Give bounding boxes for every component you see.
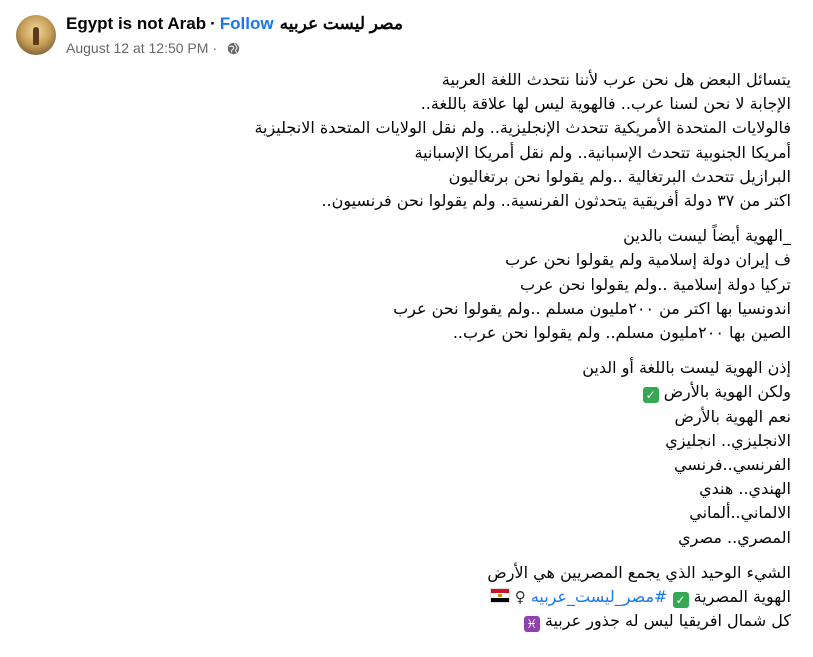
post-body: [71, 68, 791, 644]
globe-icon[interactable]: [227, 42, 240, 55]
text-line: المصري.. مصري: [678, 527, 791, 547]
text-line: الالماني..ألماني: [689, 503, 791, 523]
text-fragment: ولكن الهوية بالأرض: [663, 382, 791, 402]
paragraph-religion: [71, 224, 791, 345]
post-timestamp[interactable]: August 12 at 12:50 PM: [66, 40, 209, 56]
text-line: الهندي.. هندي: [699, 479, 791, 499]
post-header: [16, 13, 403, 63]
identity-line: [71, 585, 791, 609]
text-line: أمريكا الجنوبية تتحدث الإسبانية.. ولم نقل أمريكا الإسبانية: [414, 142, 791, 162]
paragraph-land: [71, 356, 791, 550]
text-line: نعم الهوية بالأرض: [674, 406, 791, 426]
female-sign-icon: ♀: [514, 588, 526, 607]
text-line: _الهوية أيضاً ليست بالدين: [623, 226, 791, 246]
paragraph-language: [71, 68, 791, 213]
text-fragment: الهوية المصرية: [693, 587, 791, 607]
text-line-with-pisces: [71, 609, 791, 633]
follow-button[interactable]: Follow: [219, 14, 274, 33]
group-name-link[interactable]: مصر ليست عربيه: [279, 14, 403, 33]
post-meta: [66, 13, 403, 57]
header-title-line: [66, 13, 403, 35]
text-line: تركيا دولة إسلامية ..ولم يقولوا نحن عرب: [519, 274, 791, 294]
text-line: الانجليزي.. انجليزي: [665, 430, 791, 450]
text-line: الإجابة لا نحن لسنا عرب.. فالهوية ليس لها علاقة باللغة..: [420, 94, 791, 114]
text-line: الصين بها ٢٠٠مليون مسلم.. ولم يقولوا نحن عرب..: [452, 323, 791, 343]
text-line: الفرنسي..فرنسي: [673, 455, 791, 475]
text-line: يتسائل البعض هل نحن عرب لأننا نتحدث اللغة العربية: [441, 70, 791, 89]
text-line: اكتر من ٣٧ دولة أفريقية يتحدثون الفرنسية.. ولم يقولوا نحن فرنسيون..: [321, 191, 791, 211]
timestamp-separator: ·: [212, 40, 218, 56]
page-name-link[interactable]: Egypt is not Arab: [66, 14, 207, 33]
text-line: فالولايات المتحدة الأمريكية تتحدث الإنجليزية.. ولم نقل الولايات المتحدة الانجليزية: [254, 118, 791, 138]
text-fragment: كل شمال افريقيا ليس له جذور عربية: [544, 611, 791, 631]
paragraph-conclusion: [71, 561, 791, 634]
text-line: البرازيل تتحدث البرتغالية ..ولم يقولوا نحن برتغاليون: [448, 166, 791, 186]
text-line: الشيء الوحيد الذي يجمع المصريين هي الأرض: [487, 562, 791, 582]
hashtag-link[interactable]: #مصر_ليست_عربيه: [530, 587, 668, 607]
check-mark-icon: ✓: [673, 592, 689, 608]
text-line: اندونسيا بها اكتر من ٢٠٠مليون مسلم ..ولم يقولوا نحن عرب: [393, 298, 791, 318]
text-line: ف إيران دولة إسلامية ولم يقولوا نحن عرب: [505, 250, 791, 270]
separator-dot: ·: [210, 14, 216, 33]
text-line: إذن الهوية ليست باللغة أو الدين: [582, 358, 791, 378]
egypt-flag-icon: [490, 588, 510, 603]
check-mark-icon: ✓: [643, 387, 659, 403]
pisces-icon: ♓: [524, 616, 540, 632]
header-subline: [66, 39, 403, 57]
page-avatar[interactable]: [16, 15, 56, 55]
text-line-with-check: [71, 380, 791, 404]
